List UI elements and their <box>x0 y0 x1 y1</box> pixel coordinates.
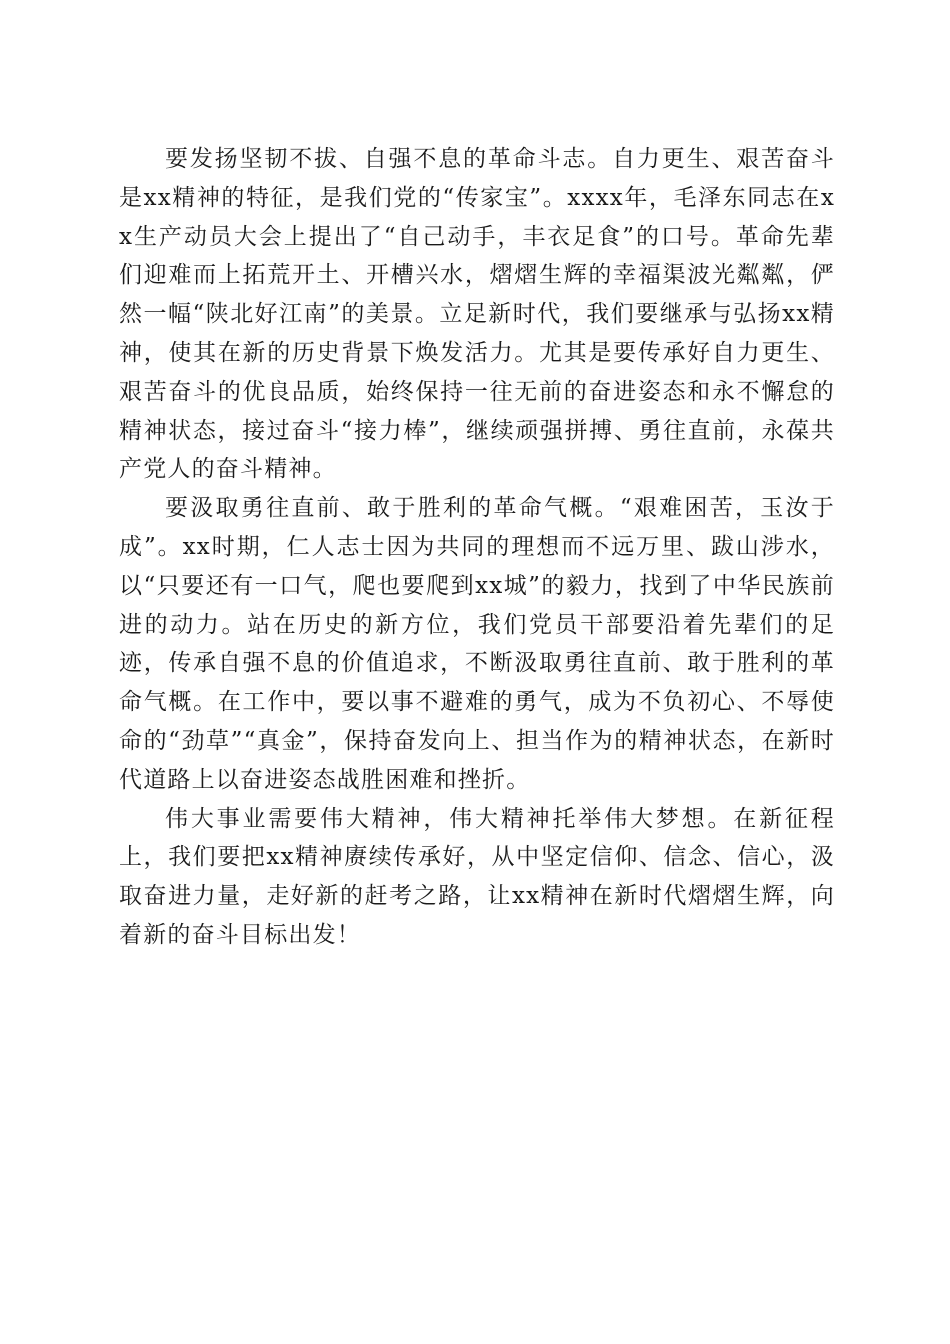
paragraph-revolutionary-spirit: 要发扬坚韧不拔、自强不息的革命斗志。自力更生、艰苦奋斗是xx精神的特征，是我们党的“传家宝”。xxxx年，毛泽东同志在xx生产动员大会上提出了“自己动手，丰衣足食”的口号。革命先辈们迎难而上拓荒开土、开槽兴水，熠熠生辉的幸福渠波光粼粼，俨然一幅“陕北好江南”的美景。立足新时代，我们要继承与弘扬xx精神，使其在新的历史背景下焕发活力。尤其是要传承好自力更生、艰苦奋斗的优良品质，始终保持一往无前的奋进姿态和永不懈怠的精神状态，接过奋斗“接力棒”，继续顽强拼搏、勇往直前，永葆共产党人的奋斗精神。 <box>119 146 835 483</box>
document-body <box>119 140 835 955</box>
paragraph-revolutionary-courage: 要汲取勇往直前、敢于胜利的革命气概。“艰难困苦，玉汝于成”。xx时期，仁人志士因为共同的理想而不远万里、跋山涉水，以“只要还有一口气，爬也要爬到xx城”的毅力，找到了中华民族前进的动力。站在历史的新方位，我们党员干部要沿着先辈们的足迹，传承自强不息的价值追求，不断汲取勇往直前、敢于胜利的革命气概。在工作中，要以事不避难的勇气，成为不负初心、不辱使命的“劲草”“真金”，保持奋发向上、担当作为的精神状态，在新时代道路上以奋进姿态战胜困难和挫折。 <box>119 495 835 793</box>
paragraph-conclusion: 伟大事业需要伟大精神，伟大精神托举伟大梦想。在新征程上，我们要把xx精神赓续传承好，从中坚定信仰、信念、信心，汲取奋进力量，走好新的赶考之路，让xx精神在新时代熠熠生辉，向着新的奋斗目标出发！ <box>119 805 835 948</box>
